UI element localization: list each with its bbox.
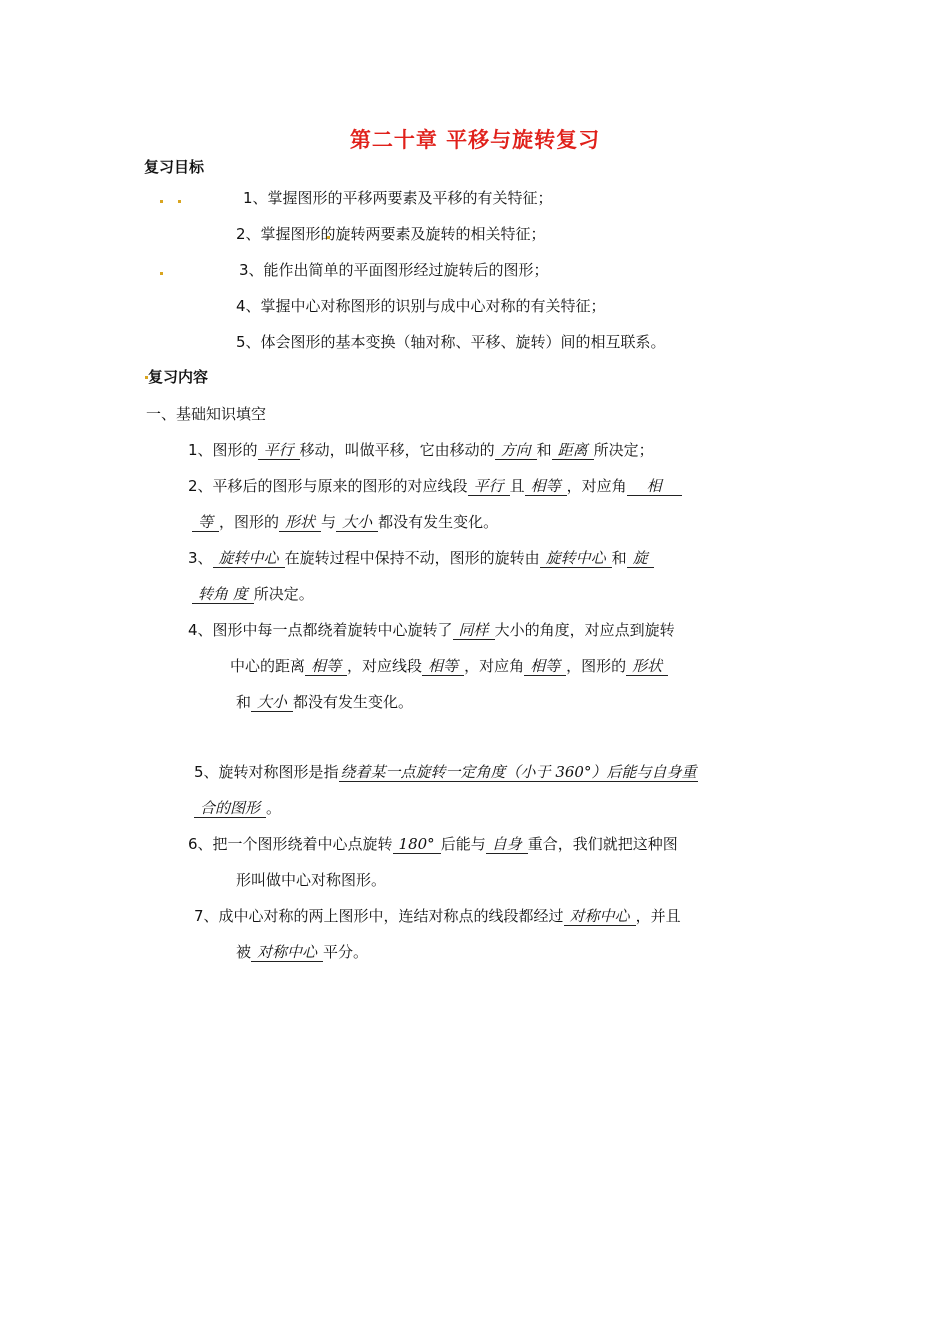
answer-blank: 旋转中心 [540,549,612,568]
q4-text: 中心的距离 [230,657,306,675]
q3-text: 3、 [188,549,213,567]
question-5 [194,762,698,782]
answer-blank: 对称中心 [564,907,636,926]
answer-blank: 等 [192,513,219,532]
answer-blank: 绕着某一点旋转一定角度（小于 360°）后能与自身重 [340,763,697,781]
q4-text: ，图形的 [566,657,627,675]
q4-text: 4、图形中每一点都绕着旋转中心旋转了 [188,621,453,639]
q2-text: 2、平移后的图形与原来的图形的对应线段 [188,477,468,495]
q2-text: ，图形的 [219,513,280,531]
q1-text: 所决定； [593,441,654,459]
answer-blank: 自身 [486,835,528,854]
q7-text: 被 [236,943,252,961]
page-title: 第二十章 平移与旋转复习 [349,128,601,152]
answer-blank: 旋转中心 [213,549,285,568]
question-3-cont [192,584,314,604]
question-2 [188,476,682,496]
question-3 [188,548,654,568]
answer-blank: 平行 [468,477,510,496]
q7-text: ，并且 [635,907,681,925]
q4-text: ，对应角 [464,657,525,675]
answer-blank: 相 [627,477,682,496]
q2-text: ，对应角 [566,477,627,495]
objective-item: 5、体会图形的基本变换（轴对称、平移、旋转）间的相互联系。 [236,333,666,351]
answer-blank: 形状 [626,657,668,676]
answer-blank: 方向 [495,441,537,460]
answer-blank: 相等 [422,657,464,676]
answer-blank: 180° [393,835,441,854]
question-7-cont [236,942,368,962]
q5-text: 。 [266,799,282,817]
answer-blank: 旋 [627,549,654,568]
objective-item: 2、掌握图形的旋转两要素及旋转的相关特征； [236,225,546,243]
q4-text: 都没有发生变化。 [293,693,414,711]
section-heading: 一、基础知识填空 [146,405,267,423]
q3-text: 所决定。 [253,585,314,603]
q1-text: 和 [536,441,552,459]
answer-blank: 距离 [552,441,594,460]
answer-blank: 相等 [305,657,347,676]
answer-blank: 合的图形 [194,799,266,818]
q7-text: 7、成中心对称的两上图形中，连结对称点的线段都经过 [194,907,564,925]
question-4 [188,620,675,640]
answer-blank: 相等 [525,477,567,496]
objective-item: 1、掌握图形的平移两要素及平移的有关特征； [243,189,553,207]
content-heading: 复习内容 [148,368,209,386]
q4-text: 和 [236,693,252,711]
objective-item: 4、掌握中心对称图形的识别与成中心对称的有关特征； [236,297,606,315]
q4-text: ，对应线段 [347,657,423,675]
question-6-cont: 形叫做中心对称图形。 [236,871,387,889]
q4-text: 大小的角度，对应点到旋转 [494,621,675,639]
answer-blank: 转角 度 [192,585,254,604]
question-4-cont [230,656,668,676]
mark-dot [160,272,163,275]
mark-dot [178,200,181,203]
q6-text: 6、把一个图形绕着中心点旋转 [188,835,393,853]
q5-text: 5、旋转对称图形是指 [194,763,339,781]
answer-blank: 大小 [336,513,378,532]
question-1 [188,440,654,460]
answer-blank: 形状 [279,513,321,532]
q1-text: 移动，叫做平移，它由移动的 [299,441,495,459]
q6-text: 重合，我们就把这种图 [527,835,678,853]
q7-text: 平分。 [323,943,369,961]
q3-text: 和 [611,549,627,567]
question-2-cont [192,512,498,532]
q2-text: 都没有发生变化。 [378,513,499,531]
answer-blank: 大小 [251,693,293,712]
answer-blank: 相等 [524,657,566,676]
answer-blank: 同样 [453,621,495,640]
q6-text: 后能与 [440,835,486,853]
objective-item: 3、能作出简单的平面图形经过旋转后的图形； [239,261,549,279]
question-5-cont [194,798,281,818]
q2-text: 与 [321,513,337,531]
answer-blank: 对称中心 [251,943,323,962]
q2-text: 且 [509,477,525,495]
question-6 [188,834,678,854]
q1-text: 1、图形的 [188,441,258,459]
question-7 [194,906,681,926]
mark-dot [160,200,163,203]
answer-blank: 平行 [258,441,300,460]
objectives-heading: 复习目标 [144,158,205,176]
question-4-cont2 [236,692,413,712]
q3-text: 在旋转过程中保持不动，图形的旋转由 [284,549,540,567]
